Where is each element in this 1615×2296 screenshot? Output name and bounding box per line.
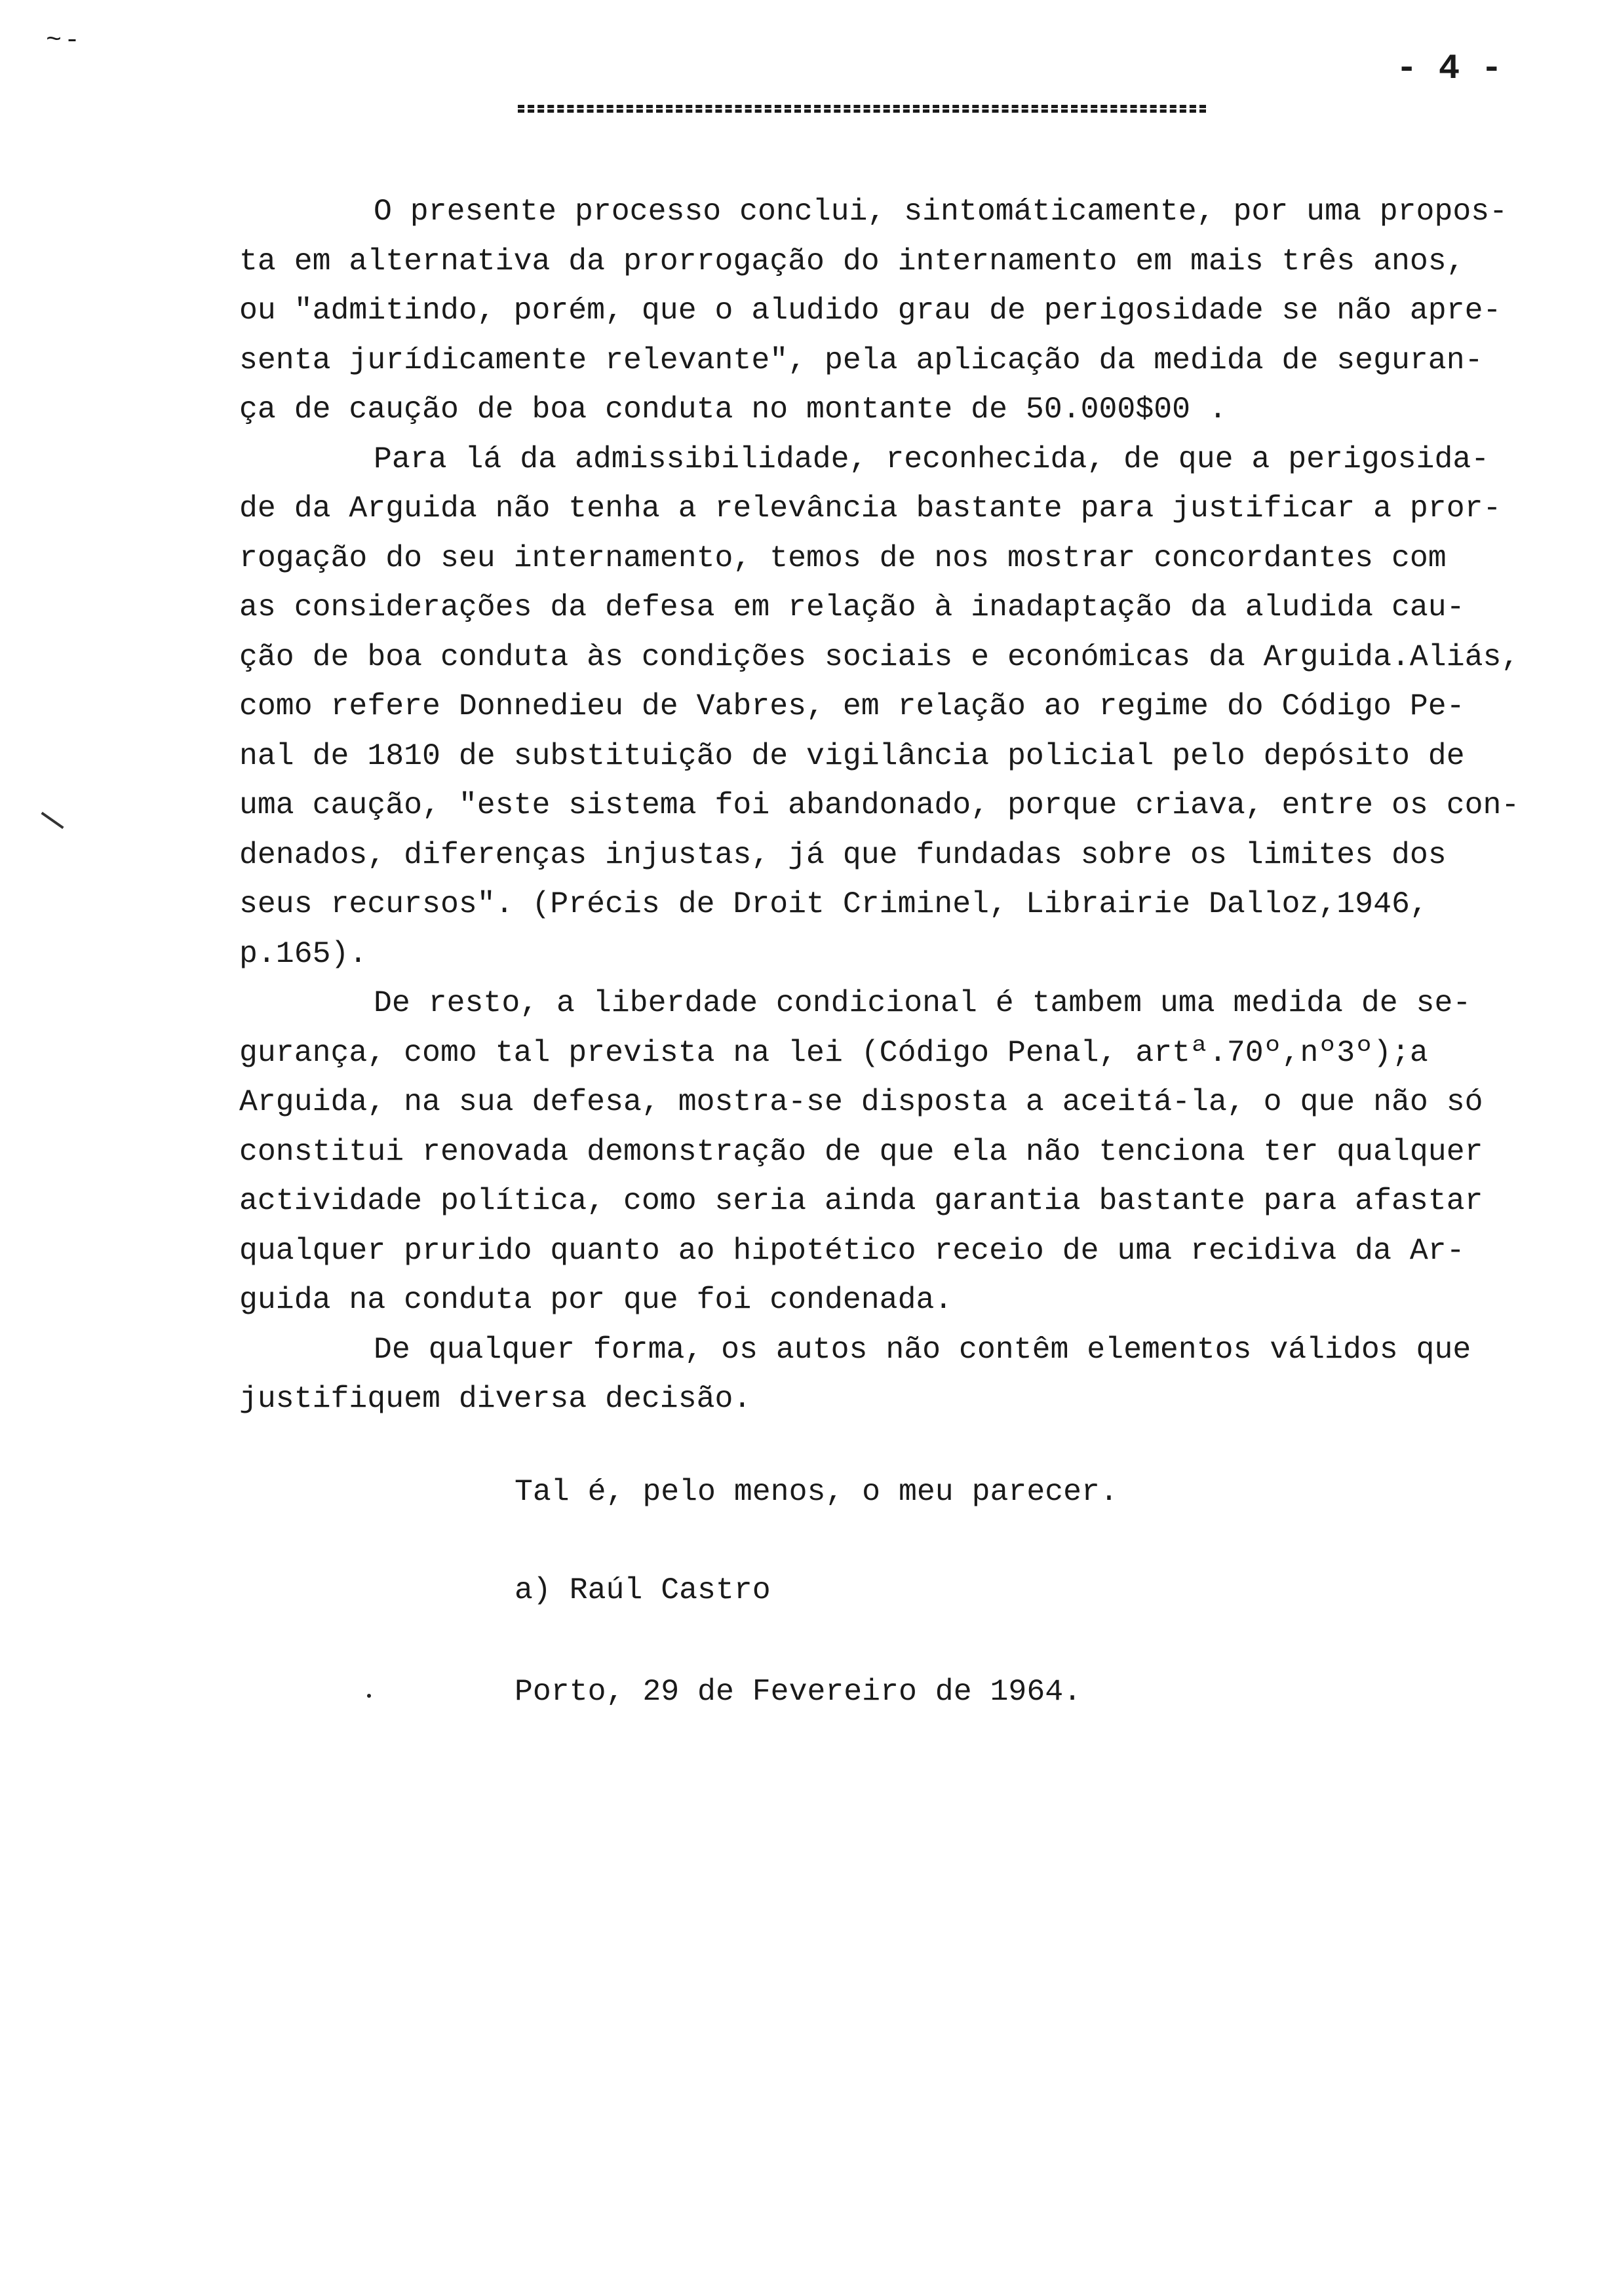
body-line: De qualquer forma, os autos não contêm elementos válidos que <box>374 1331 1471 1367</box>
body-line: ça de caução de boa conduta no montante de 50.000$00 . <box>239 392 1227 427</box>
corner-mark: ~- <box>46 26 83 56</box>
signature: a) Raúl Castro <box>515 1573 771 1607</box>
body-line: ção de boa conduta às condições sociais e económicas da Arguida.Aliás, <box>239 639 1520 674</box>
stray-mark <box>41 812 64 829</box>
body-line: uma caução, "este sistema foi abandonado, porque criava, entre os con- <box>239 788 1520 822</box>
body-line: de da Arguida não tenha a relevância bastante para justificar a pror- <box>239 491 1502 526</box>
body-line: as considerações da defesa em relação à inadaptação da aludida cau- <box>239 590 1465 624</box>
body-line: De resto, a liberdade condicional é tambem uma medida de se- <box>374 985 1471 1020</box>
page-number: - 4 - <box>1396 49 1503 89</box>
body-line: Para lá da admissibilidade, reconhecida, de que a perigosida- <box>374 441 1490 476</box>
closing-opinion: Tal é, pelo menos, o meu parecer. <box>515 1474 1118 1509</box>
place-date: Porto, 29 de Fevereiro de 1964. <box>515 1674 1082 1709</box>
body-line: p.165). <box>239 936 368 971</box>
body-line: ta em alternativa da prorrogação do internamento em mais três anos, <box>239 243 1465 278</box>
body-line: justifiquem diversa decisão. <box>239 1381 752 1416</box>
body-line: nal de 1810 de substituição de vigilância policial pelo depósito de <box>239 738 1465 773</box>
body-line: como refere Donnedieu de Vabres, em relação ao regime do Código Pe- <box>239 689 1465 723</box>
body-line: Arguida, na sua defesa, mostra-se disposta a aceitá-la, o que não só <box>239 1084 1483 1119</box>
body-line: rogação do seu internamento, temos de nos mostrar concordantes com <box>239 540 1447 575</box>
body-text <box>239 187 1589 1424</box>
body-line: actividade política, como seria ainda garantia bastante para afastar <box>239 1183 1483 1218</box>
header-rule <box>518 105 1206 113</box>
body-line: senta jurídicamente relevante", pela aplicação da medida de seguran- <box>239 342 1483 377</box>
body-line: qualquer prurido quanto ao hipotético receio de uma recidiva da Ar- <box>239 1233 1465 1268</box>
body-line: seus recursos". (Précis de Droit Criminel, Librairie Dalloz,1946, <box>239 887 1428 921</box>
body-line: denados, diferenças injustas, já que fundadas sobre os limites dos <box>239 837 1447 872</box>
body-line: ou "admitindo, porém, que o aludido grau de perigosidade se não apre- <box>239 293 1502 328</box>
body-line: O presente processo conclui, sintomáticamente, por uma propos- <box>374 194 1508 229</box>
body-line: guida na conduta por que foi condenada. <box>239 1282 953 1317</box>
body-line: constitui renovada demonstração de que ela não tenciona ter qualquer <box>239 1134 1483 1169</box>
body-line: gurança, como tal prevista na lei (Código Penal, artª.70º,nº3º);a <box>239 1035 1428 1070</box>
stray-dot <box>367 1694 371 1698</box>
